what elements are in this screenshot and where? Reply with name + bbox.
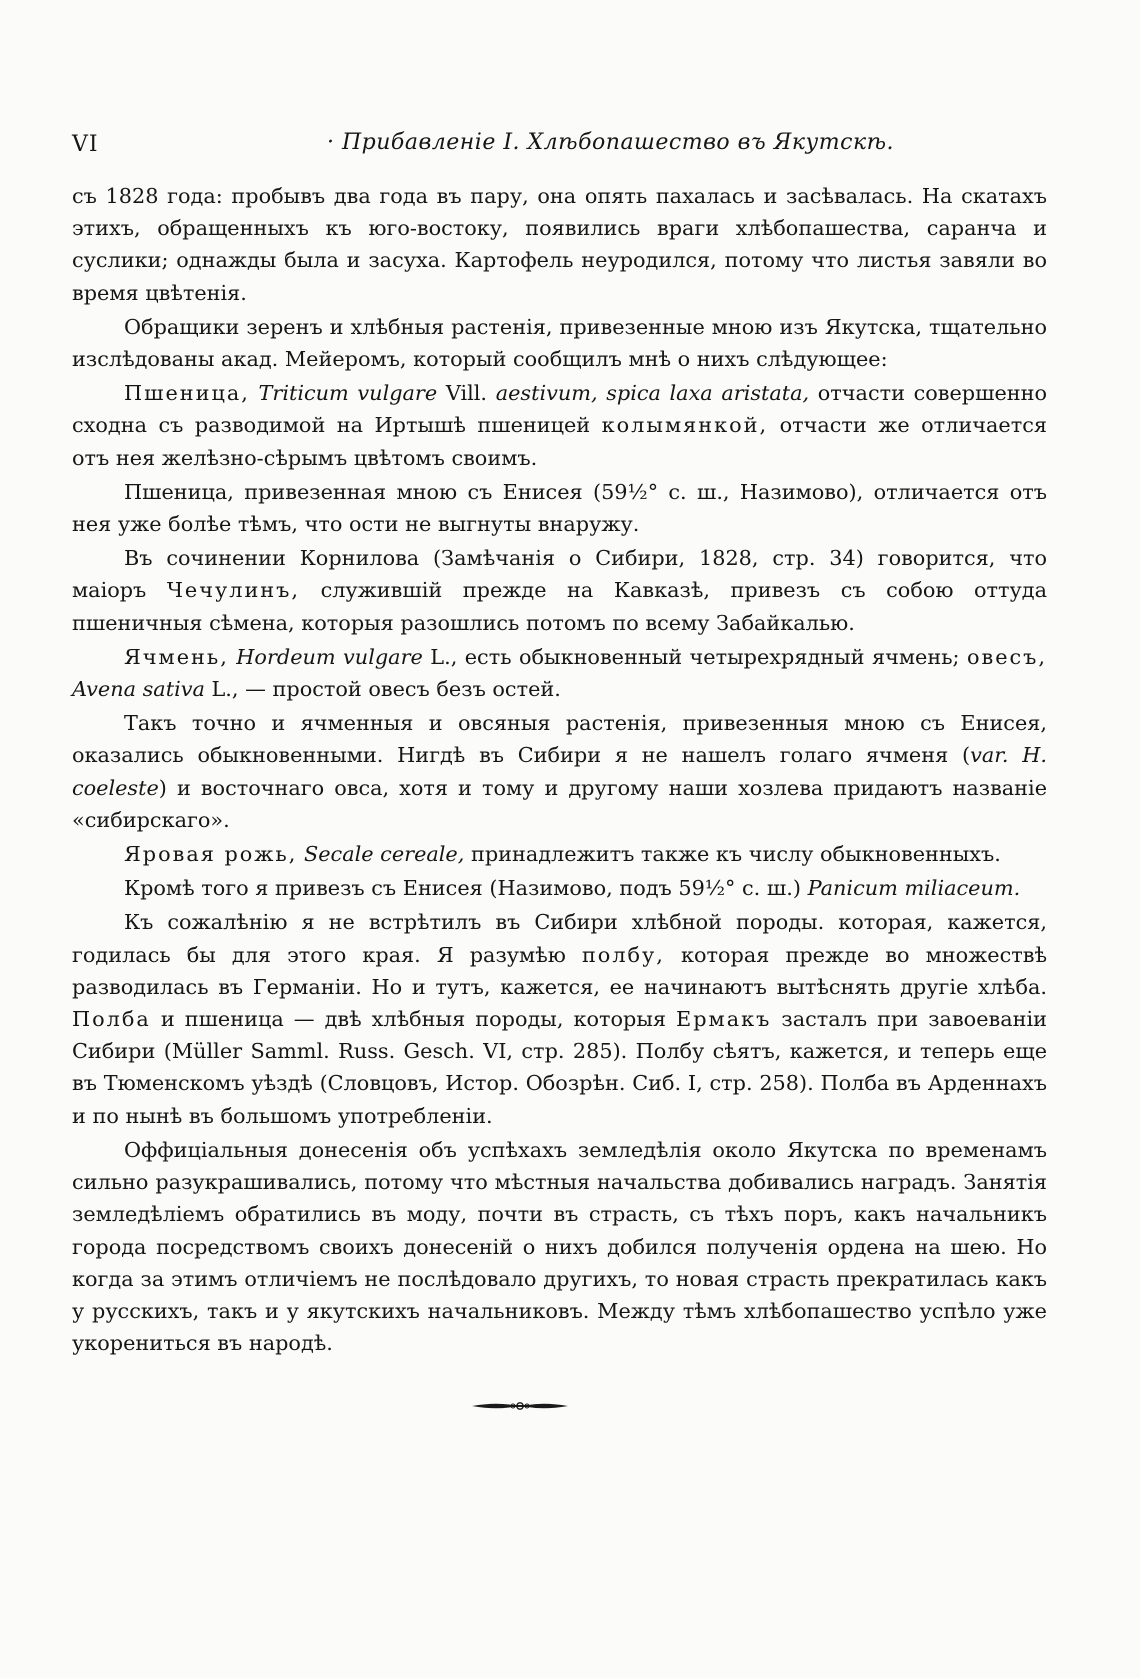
text-run: ) и восточнаго овса, хотя и тому и другому наши хозлева придаютъ названіе «сибирскаго». (72, 775, 1047, 832)
spaced-term: овесъ, (966, 644, 1047, 669)
latin-term: Triticum vulgare (258, 381, 438, 406)
paragraph (72, 542, 1047, 639)
end-ornament (470, 1399, 570, 1413)
text-run: Кромѣ того я привезъ съ Енисея (Назимово, подъ 59½° с. ш.) (124, 876, 808, 901)
text-run (297, 842, 304, 866)
paragraph (72, 838, 1047, 870)
spaced-term: Ячмень, (124, 644, 229, 669)
book-page (72, 126, 1047, 1359)
text-run: Такъ точно и ячменныя и овсяныя растенія, привезенныя мною съ Енисея, оказались обыкновенными. Нигдѣ въ Сибири я не нашелъ голаго ячменя ( (72, 711, 1047, 768)
page-header (72, 126, 1047, 166)
paragraph (72, 872, 1047, 904)
paragraph (72, 311, 1047, 375)
text-run: Vill. (437, 381, 496, 406)
latin-term: Secale cereale, (304, 842, 465, 867)
paragraph (72, 180, 1047, 309)
text-run: отчасти же отличается отъ нея желѣзно-сѣрымъ цвѣтомъ своимъ. (72, 413, 1047, 470)
running-title: · Прибавленіе I. Хлѣбопашество въ Якутскѣ. (327, 130, 894, 155)
text-run: L., — простой овесъ безъ остей. (204, 677, 561, 702)
text-run: которая прежде во множествѣ разводилась въ Германіи. Но и тутъ, кажется, ее начинаютъ вытѣснять другіе хлѣба. (72, 942, 1047, 999)
text-run: Обращики зеренъ и хлѣбныя растенія, привезенные мною изъ Якутска, тщательно изслѣдованы акад. Мейеромъ, который сообщилъ мнѣ о нихъ слѣдующее: (72, 314, 1047, 372)
paragraph (72, 906, 1047, 1131)
body-text (72, 180, 1047, 1359)
text-run: принадлежитъ также къ числу обыкновенныхъ. (464, 842, 1001, 867)
text-run: Оффиціальныя донесенія объ успѣхахъ земледѣлія около Якутска по временамъ сильно разукрашивались, потому что мѣстныя начальства добивались наградъ. Занятія земледѣліемъ обратились въ моду, почти въ страсть, съ тѣхъ поръ, какъ начальникъ города посредствомъ своихъ донесеній о нихъ добился полученія ордена на шею. Но когда за этимъ отличіемъ не послѣдовало другихъ, то новая страсть прекратилась какъ у русскихъ, такъ и у якутскихъ начальниковъ. Между тѣмъ хлѣбопашество успѣло уже укорениться въ народѣ. (72, 1137, 1047, 1356)
spaced-term: колымянкой, (601, 413, 769, 438)
spaced-term: полбу, (581, 942, 665, 967)
spaced-term: Яровая рожь, (124, 842, 298, 867)
paragraph (72, 476, 1047, 540)
spaced-term: Пшеница, (124, 381, 250, 406)
spaced-term: Чечулинъ, (166, 578, 301, 603)
spaced-term: Полба (72, 1007, 151, 1032)
spaced-term: Ермакъ (676, 1007, 772, 1032)
text-run: и пшеница — двѣ хлѣбныя породы, которыя (150, 1007, 677, 1032)
paragraph (72, 707, 1047, 836)
latin-term: Hordeum vulgare (236, 644, 423, 669)
text-run: засталъ при завоеваніи Сибири (Müller Samml. Russ. Gesch. VI, стр. 285). Полбу сѣятъ, кажется, и теперь еще въ Тюменскомъ уѣздѣ (Словцовъ, Истор. Обозрѣн. Сиб. I, стр. 258). Полба въ Арденнахъ и по нынѣ въ большомъ употребленіи. (72, 1007, 1047, 1128)
latin-term: Avena sativa (72, 677, 205, 702)
latin-term: aestivum, spica laxa aristata, (495, 381, 810, 406)
text-run: Пшеница, привезенная мною съ Енисея (59½° с. ш., Назимово), отличается отъ нея уже болѣе тѣмъ, что ости не выгнуты внаружу. (72, 479, 1047, 537)
latin-term: Panicum miliaceum. (807, 876, 1021, 901)
text-run: Въ сочинении Корнилова (Замѣчанія о Сибири, 1828, стр. 34) говорится, что маіоръ (72, 546, 1047, 603)
page-number: VI (72, 132, 99, 157)
text-run: служившій прежде на Кавказѣ, привезъ съ собою оттуда пшеничныя сѣмена, которыя разошлись потомъ по всему Забайкалью. (72, 578, 1048, 635)
latin-term: var. H. coeleste (72, 743, 1047, 800)
text-run (250, 381, 259, 405)
text-run: Къ сожалѣнію я не встрѣтилъ въ Сибири хлѣбной породы. которая, кажется, годилась бы для этого края. Я разумѣю (72, 910, 1047, 967)
paragraph (72, 1134, 1047, 1359)
text-run: отчасти совершенно сходна съ разводимой на Иртышѣ пшеницей (72, 381, 1047, 438)
text-run: съ 1828 года: пробывъ два года въ пару, она опять пахалась и засѣвалась. На скатахъ этихъ, обращенныхъ къ юго-востоку, появились враги хлѣбопашества, саранча и суслики; однажды была и засуха. Картофель неуродился, потому что листья завяли во время цвѣтенія. (72, 184, 1047, 305)
paragraph (72, 377, 1047, 474)
text-run: L., есть обыкновенный четырехрядный ячмень; (422, 644, 967, 669)
paragraph (72, 641, 1047, 705)
